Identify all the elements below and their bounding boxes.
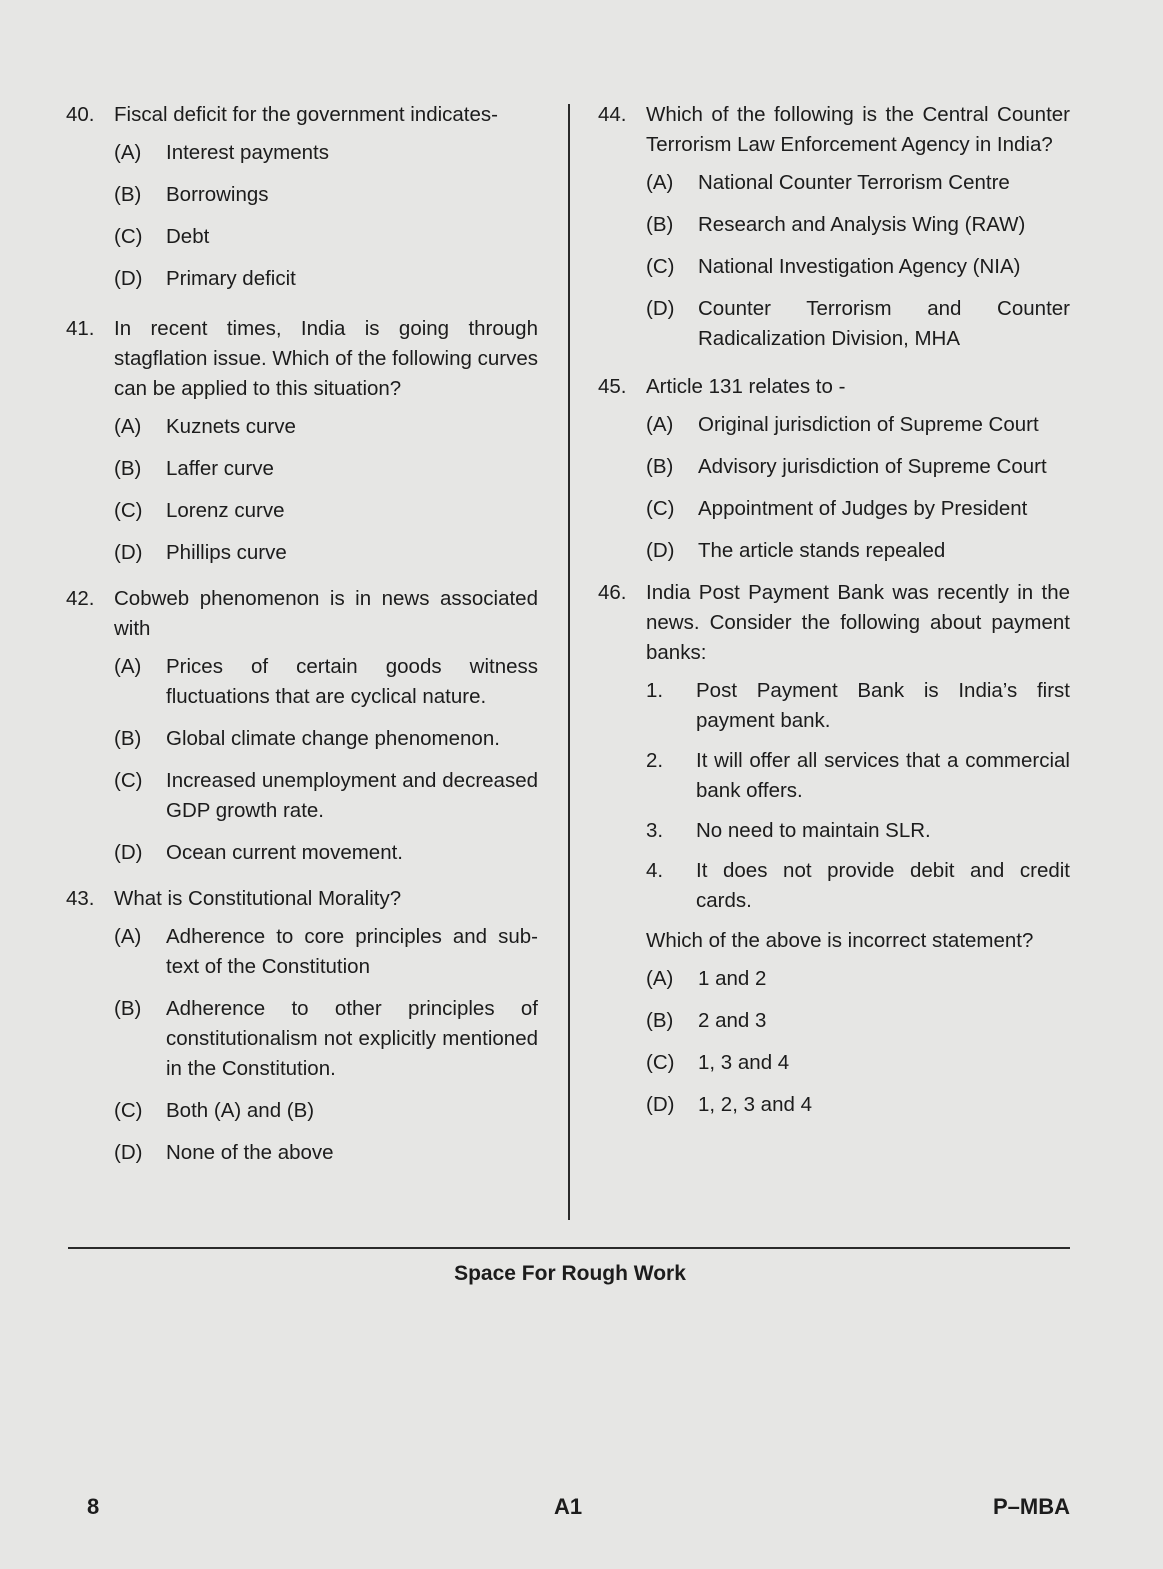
options-list [646, 410, 1070, 566]
question-number: 45. [598, 375, 627, 398]
statements-list [646, 676, 1070, 916]
option-a [114, 138, 538, 168]
question-text: What is Constitutional Morality? [114, 887, 402, 910]
question-text: Which of the following is the Central Counter Terrorism Law Enforcement Agency in India? [646, 103, 1070, 156]
question-number: 46. [598, 581, 627, 604]
option-c [114, 222, 538, 252]
option-label: (B) [646, 1009, 674, 1032]
question-text: In recent times, India is going through stagflation issue. Which of the following curves can be applied to this situation? [114, 317, 538, 400]
option-text: Laffer curve [166, 457, 274, 480]
options-list [646, 964, 1070, 1120]
question-41 [66, 314, 538, 568]
option-text: Kuznets curve [166, 415, 296, 438]
option-b [114, 994, 538, 1084]
option-text: 2 and 3 [698, 1009, 767, 1032]
option-text: 1 and 2 [698, 967, 767, 990]
option-text: Ocean current movement. [166, 841, 403, 864]
option-text: National Counter Terrorism Centre [698, 171, 1010, 194]
option-b [646, 452, 1070, 482]
option-text: None of the above [166, 1141, 334, 1164]
option-d [114, 264, 538, 294]
option-c [114, 496, 538, 526]
statement-label: 2. [646, 749, 664, 772]
option-text: National Investigation Agency (NIA) [698, 255, 1021, 278]
option-label: (D) [114, 1141, 143, 1164]
option-text: Counter Terrorism and Counter Radicalization Division, MHA [698, 297, 1070, 350]
question-42 [66, 584, 538, 868]
series-code: A1 [554, 1494, 583, 1519]
option-label: (B) [114, 997, 142, 1020]
option-d [114, 838, 538, 868]
option-label: (A) [646, 413, 674, 436]
question-number: 40. [66, 103, 95, 126]
options-list [114, 922, 538, 1168]
statement-text: It does not provide debit and credit cards. [696, 859, 1070, 912]
statement-label: 3. [646, 819, 664, 842]
option-text: Appointment of Judges by President [698, 497, 1028, 520]
options-list [114, 652, 538, 868]
option-b [114, 454, 538, 484]
option-c [646, 494, 1070, 524]
option-b [646, 210, 1070, 240]
question-text: Cobweb phenomenon is in news associated with [114, 587, 538, 640]
question-number: 43. [66, 887, 95, 910]
option-label: (B) [646, 213, 674, 236]
options-list [114, 138, 538, 294]
option-a [646, 410, 1070, 440]
option-label: (A) [114, 655, 142, 678]
option-text: Phillips curve [166, 541, 287, 564]
option-label: (A) [646, 967, 674, 990]
option-text: Debt [166, 225, 210, 248]
option-c [114, 1096, 538, 1126]
option-c [114, 766, 538, 826]
option-label: (D) [646, 1093, 675, 1116]
option-text: Prices of certain goods witness fluctuations that are cyclical nature. [166, 655, 538, 708]
question-number: 44. [598, 103, 627, 126]
option-label: (C) [646, 255, 675, 278]
question-text: Article 131 relates to - [646, 375, 846, 398]
question-44 [598, 100, 1070, 354]
option-a [114, 922, 538, 982]
option-label: (D) [114, 841, 143, 864]
option-label: (B) [114, 183, 142, 206]
column-divider [568, 104, 570, 1220]
rough-work-heading: Space For Rough Work [454, 1262, 686, 1285]
option-text: Both (A) and (B) [166, 1099, 315, 1122]
option-text: Interest payments [166, 141, 329, 164]
question-text: India Post Payment Bank was recently in the news. Consider the following about payment banks: [646, 581, 1070, 664]
option-a [646, 964, 1070, 994]
option-label: (D) [114, 267, 143, 290]
paper-code: P–MBA [992, 1494, 1070, 1519]
option-label: (C) [114, 499, 143, 522]
option-text: Increased unemployment and decreased GDP growth rate. [166, 769, 538, 822]
option-text: Borrowings [166, 183, 269, 206]
option-a [114, 652, 538, 712]
option-d [646, 536, 1070, 566]
question-number: 42. [66, 587, 95, 610]
option-label: (C) [114, 1099, 143, 1122]
statement-2 [646, 746, 1070, 806]
question-40 [66, 100, 538, 294]
option-b [646, 1006, 1070, 1036]
option-text: Adherence to core principles and sub-text of the Constitution [166, 925, 538, 978]
question-46 [598, 578, 1070, 1120]
question-43 [66, 884, 538, 1168]
option-text: The article stands repealed [698, 539, 946, 562]
statement-text: Post Payment Bank is India’s first payment bank. [696, 679, 1070, 732]
option-label: (A) [646, 171, 674, 194]
option-d [646, 294, 1070, 354]
option-text: Primary deficit [166, 267, 296, 290]
option-label: (D) [646, 297, 675, 320]
option-label: (A) [114, 415, 142, 438]
option-label: (A) [114, 141, 142, 164]
option-d [646, 1090, 1070, 1120]
page-number: 8 [87, 1494, 100, 1519]
option-label: (C) [114, 769, 143, 792]
question-number: 41. [66, 317, 95, 340]
option-text: Research and Analysis Wing (RAW) [698, 213, 1026, 236]
option-label: (D) [114, 541, 143, 564]
option-label: (D) [646, 539, 675, 562]
option-label: (C) [646, 1051, 675, 1074]
option-label: (C) [646, 497, 675, 520]
options-list [114, 412, 538, 568]
statement-text: It will offer all services that a commercial bank offers. [696, 749, 1070, 802]
horizontal-rule [68, 1247, 1070, 1249]
statement-text: No need to maintain SLR. [696, 819, 931, 842]
option-c [646, 252, 1070, 282]
option-label: (B) [114, 457, 142, 480]
right-column [598, 100, 1070, 1132]
option-d [114, 538, 538, 568]
option-label: (A) [114, 925, 142, 948]
option-text: Lorenz curve [166, 499, 285, 522]
options-list [646, 168, 1070, 354]
option-label: (B) [646, 455, 674, 478]
option-b [114, 180, 538, 210]
option-a [646, 168, 1070, 198]
question-45 [598, 372, 1070, 566]
option-c [646, 1048, 1070, 1078]
option-text: Original jurisdiction of Supreme Court [698, 413, 1039, 436]
statement-3 [646, 816, 1070, 846]
option-text: Adherence to other principles of constitutionalism not explicitly mentioned in the Constitution. [166, 997, 538, 1080]
statement-1 [646, 676, 1070, 736]
option-d [114, 1138, 538, 1168]
follow-up-question: Which of the above is incorrect statement? [646, 929, 1034, 952]
option-label: (C) [114, 225, 143, 248]
option-b [114, 724, 538, 754]
option-text: Advisory jurisdiction of Supreme Court [698, 455, 1047, 478]
statement-label: 1. [646, 679, 664, 702]
option-text: 1, 2, 3 and 4 [698, 1093, 812, 1116]
statement-4 [646, 856, 1070, 916]
left-column [66, 100, 538, 1180]
option-text: 1, 3 and 4 [698, 1051, 790, 1074]
option-text: Global climate change phenomenon. [166, 727, 500, 750]
option-label: (B) [114, 727, 142, 750]
option-a [114, 412, 538, 442]
statement-label: 4. [646, 859, 664, 882]
question-text: Fiscal deficit for the government indicates- [114, 103, 498, 126]
